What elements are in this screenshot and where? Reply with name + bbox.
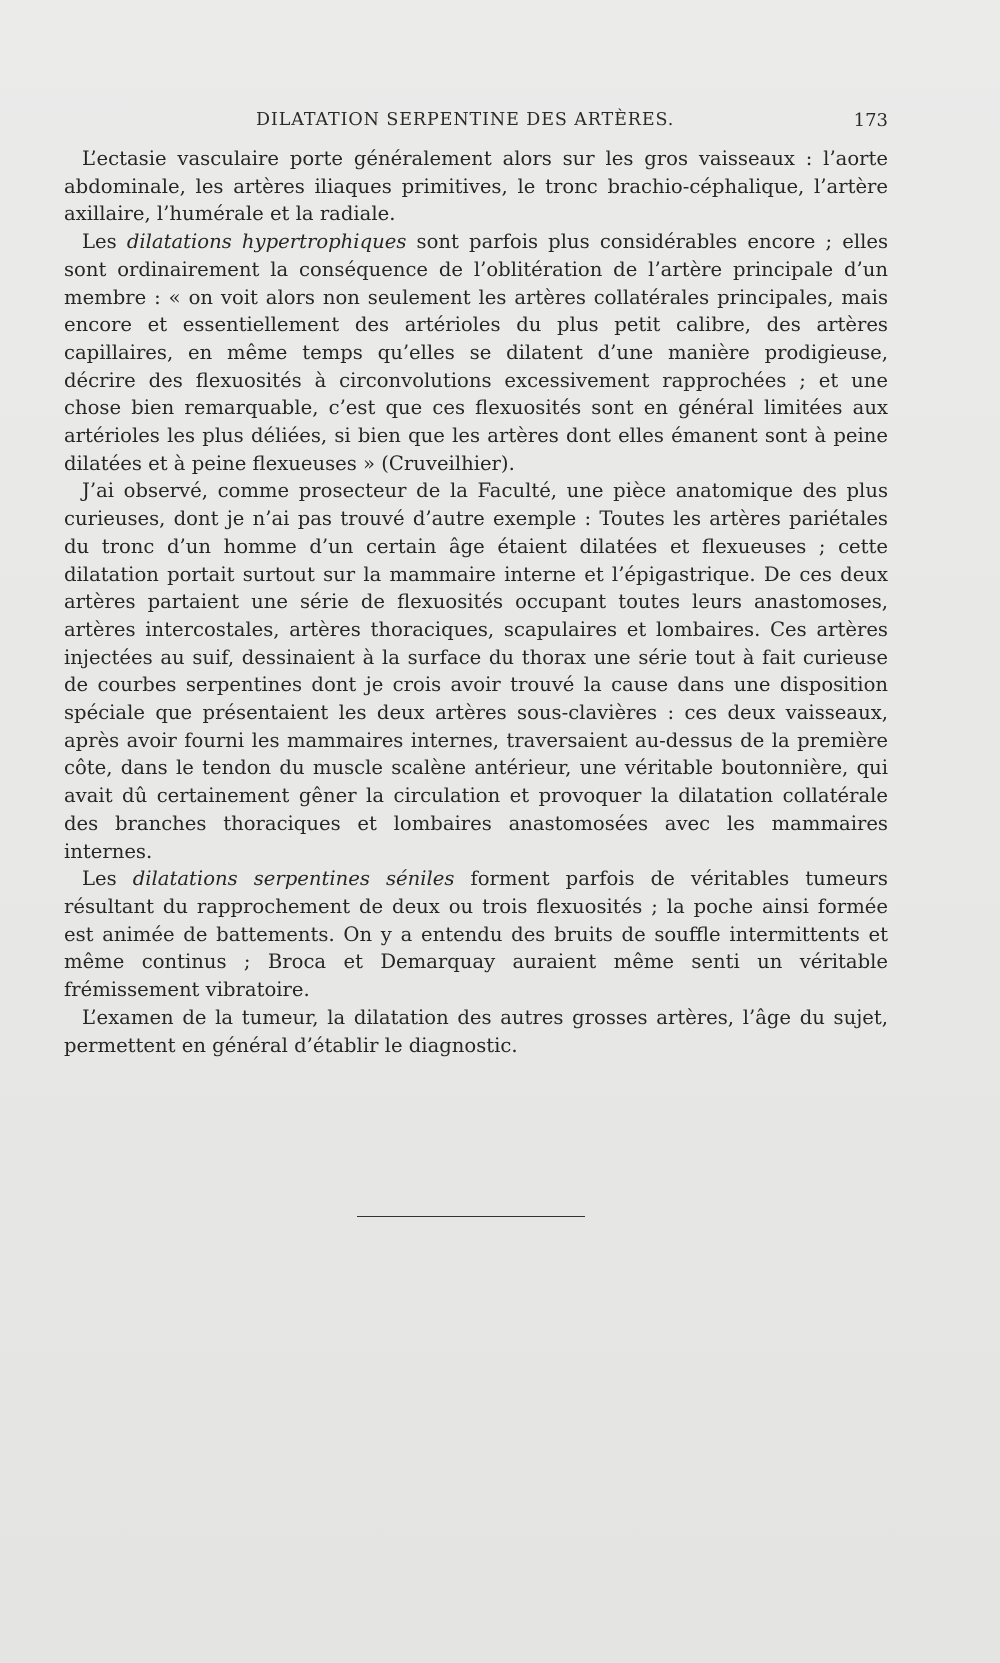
- page-header: [66, 110, 888, 140]
- paragraph-diagnostic: [64, 1004, 888, 1059]
- paragraph-text: Les: [82, 867, 133, 891]
- paragraph-dilatations-hypertrophiques: [64, 228, 888, 477]
- body-text: [64, 145, 888, 1059]
- paragraph-observation: [64, 477, 888, 865]
- page-number: 173: [853, 110, 888, 131]
- section-end-rule: [357, 1216, 585, 1217]
- paragraph-text: L’examen de la tumeur, la dilatation des autres grosses artères, l’âge du sujet, permettent en général d’établir le diagnostic.: [64, 1005, 888, 1057]
- paragraph-text: L’ectasie vasculaire porte généralement alors sur les gros vaisseaux : l’aorte abdominale, les artères iliaques primitives, le tronc brachio-céphalique, l’artère axillaire, l’humérale et la radiale.: [64, 147, 888, 226]
- paragraph-text: sont parfois plus considérables encore ; elles sont ordinairement la conséquence de l’oblitération de l’artère principale d’un membre : « on voit alors non seulement les artères collatérales principales, mais encore et essentiellement des artérioles du plus petit calibre, des artères capillaires, en même temps qu’elles se dilatent d’une manière prodigieuse, décrire des flexuosités à circonvolutions excessivement rapprochées ; et une chose bien remarquable, c’est que ces flexuosités sont en général limitées aux artérioles les plus déliées, si bien que les artères dont elles émanent sont à peine dilatées et à peine flexueuses » (Cruveilhier).: [64, 230, 889, 475]
- paragraph-ectasie: [64, 145, 888, 228]
- italic-term: dilatations serpentines séniles: [132, 867, 455, 891]
- running-title: DILATATION SERPENTINE DES ARTÈRES.: [256, 110, 675, 130]
- paragraph-text: forment parfois de véritables tumeurs résultant du rapprochement de deux ou trois flexuosités ; la poche ainsi formée est animée de battements. On y a entendu des bruits de souffle intermittents et même continus ; Broca et Demarquay auraient même senti un véritable frémissement vibratoire.: [64, 867, 888, 1002]
- paragraph-text: Les: [82, 230, 127, 254]
- paragraph-text: J’ai observé, comme prosecteur de la Faculté, une pièce anatomique des plus curieuses, dont je n’ai pas trouvé d’autre exemple : Toutes les artères pariétales du tronc d’un homme d’un certain âge étaient dilatées et flexueuses ; cette dilatation portait surtout sur la mammaire interne et l’épigastrique. De ces deux artères partaient une série de flexuosités occupant toutes leurs anastomoses, artères intercostales, artères thoraciques, scapulaires et lombaires. Ces artères injectées au suif, dessinaient à la surface du thorax une série tout à fait curieuse de courbes serpentines dont je crois avoir trouvé la cause dans une disposition spéciale que présentaient les deux artères sous-clavières : ces deux vaisseaux, après avoir fourni les mammaires internes, traversaient au-dessus de la première côte, dans le tendon du muscle scalène antérieur, une véritable boutonnière, qui avait dû certainement gêner la circulation et provoquer la dilatation collatérale des branches thoraciques et lombaires anastomosées avec les mammaires internes.: [64, 479, 888, 863]
- paragraph-dilatations-serpentines-seniles: [64, 865, 888, 1004]
- italic-term: dilatations hypertrophiques: [126, 230, 407, 254]
